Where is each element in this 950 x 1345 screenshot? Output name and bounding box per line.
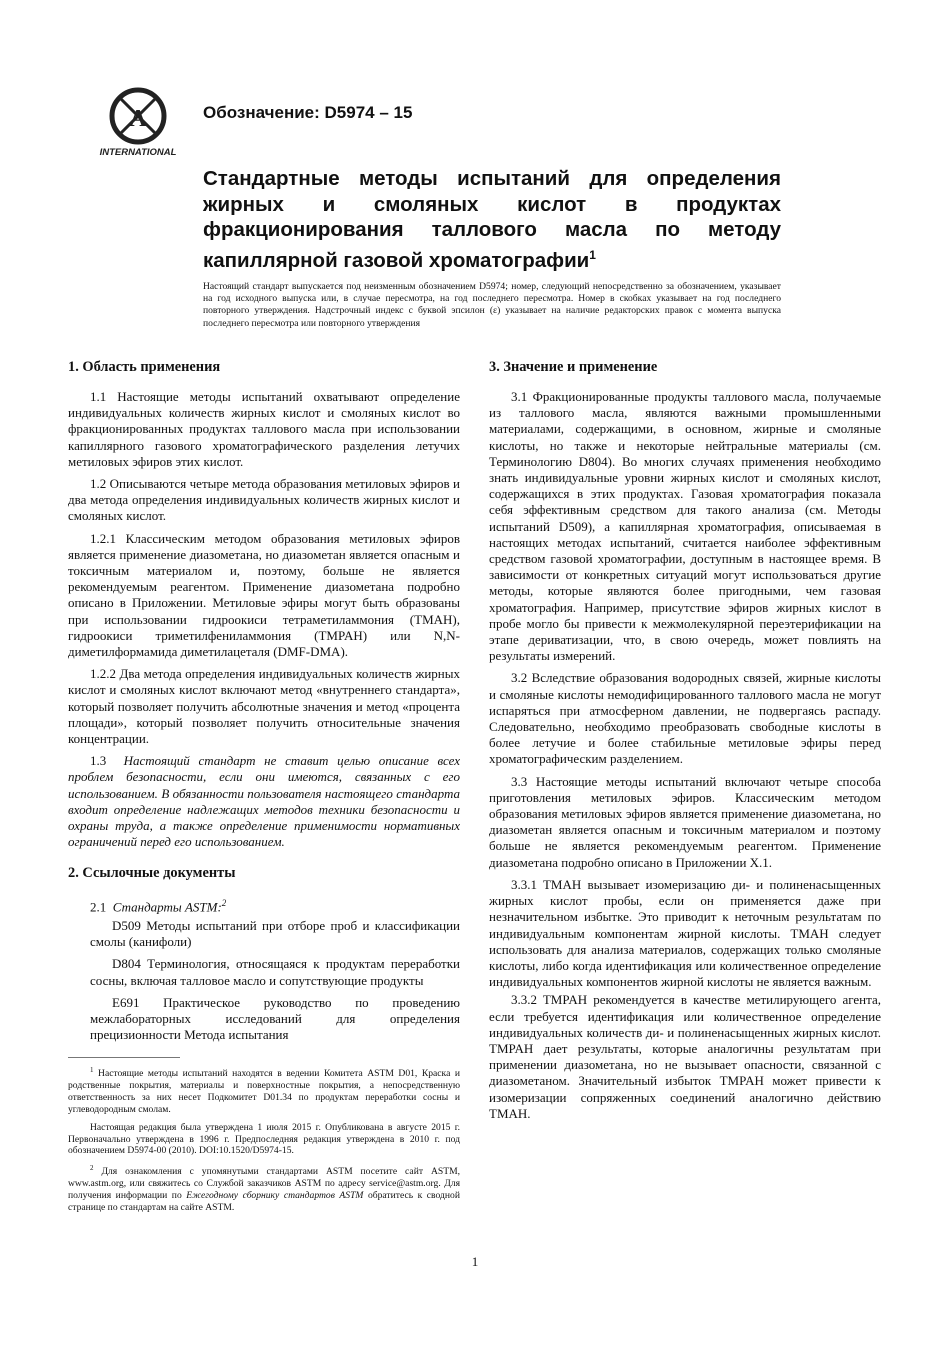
ref-e691 <box>68 995 460 1044</box>
para-1-2-2: 1.2.2 Два метода определения индивидуальных количеств жирных кислот и смоляных кислот включают метод «внутреннего стандарта», который позволяет получить абсолютные значения и метод «процента площади», который позволяет получить относительные значения концентрации. <box>68 666 460 747</box>
title-footnote-mark: 1 <box>589 247 596 262</box>
preamble: Настоящий стандарт выпускается под неизменным обозначением D5974; номер, следующий непосредственно за обозначением, указывает на год исходного выпуска или, в случае пересмотра, на год последнего пересмотра. Номер в скобках указывает на год последнего повторного утверждения. Надстрочный индекс с буквой эпсилон (ε) указывает на наличие редакторских правок с момента выпуска последнего пересмотра или повторного утверждения <box>203 281 781 329</box>
para-3-1: 3.1 Фракционированные продукты таллового масла, получаемые из таллового масла, являются важными промышленными материалами, содержащими, в основном, жирные и смоляные кислоты, но также и некоторые нейтральные материалы (см. Терминологию D804). Во многих случаях применения необходимо знать индивидуальные уровни жирных кислот и смоляных кислот, содержащихся в этих продуктах. Газовая хроматография показала себя эффективным средством для такого анализа (см. Методы испытаний D509), а капиллярная хроматография, описываемая в настоящих методах испытаний, считается наиболее эффективным средством газовой хроматографии, доступным в настоящее время. В зависимости от конкретных ситуаций могут использоваться другие методы, которые являются более пригодными, чем газовая хроматография. Например, присутствие эфиров жирных кислот в пробе могло бы привести к межмолекулярной переэтерификации на этапе дериватизации, что, в свою очередь, может повлиять на результаты измерений. <box>489 389 881 664</box>
para-2-1-text: Стандарты ASTM: <box>112 899 222 915</box>
logo-caption: INTERNATIONAL <box>99 147 177 158</box>
footnote-1-mark: 1 <box>90 1066 94 1075</box>
ref-d804-code: D804 <box>112 956 141 972</box>
document-title <box>203 166 781 273</box>
title-text: Стандартные методы испытаний для определения жирных и смоляных кислот в продуктах фракционирования таллового масла по методу капиллярной газовой хроматографии <box>203 167 781 272</box>
para-2-1 <box>68 895 460 916</box>
section-2-title: 2. Ссылочные документы <box>68 865 236 882</box>
section-1-title: 1. Область применения <box>68 359 221 375</box>
para-3-3-2: 3.3.2 TMPAH рекомендуется в качестве метилирующего агента, если требуется идентификация или количественное определение индивидуальных количеств ди- и полиненасыщенных жирных кислот. TMPAH дает результаты, которые аналогичны результатам при применении диазометана, но не вызывает опасности, связанной с диазометаном. Значительный избыток TMPAH может привести к изомеризации сопряженных соединений аналогично действию TMAH. <box>489 992 881 1121</box>
ref-e691-code: E691 <box>112 994 140 1010</box>
para-2-1-num: 2.1 <box>90 899 107 915</box>
designation: Обозначение: D5974 – 15 <box>203 103 413 122</box>
page-number: 1 <box>471 1254 479 1269</box>
para-1-2-1: 1.2.1 Классическим методом образования метиловых эфиров является применение диазометана, но диазометан является опасным и токсичным материалом и, поэтому, больше не является рекомендуемым реагентом. Применение диазометана подробно описано в Приложении. Метиловые эфиры могут быть образованы при использовании гидроокиси тетраметиламмония (TMAH), гидроокиси триметилфениламмония (TMPAH) или N,N-диметилформамида диметилацеталя (DMF-DMA). <box>68 530 460 660</box>
footnote-2 <box>68 1163 460 1213</box>
ref-d804 <box>68 956 460 988</box>
para-3-2: 3.2 Вследствие образования водородных связей, жирные кислоты и смоляные кислоты немодифицированного таллового масла не могут испаряться при атмосферном давлении, не подвергаясь распаду. Следовательно, необходимо преобразовать свободные кислоты в более летучие и более стабильные метиловые эфиры перед хроматографическим разделением. <box>489 670 881 767</box>
ref-e691-text: Практическое руководство по проведению межлабораторных исследований для определения прецизионности Метода испытания <box>90 994 460 1043</box>
astm-logo <box>96 86 180 158</box>
ref-d509-text: Методы испытаний при отборе проб и классификации смолы (канифоли) <box>90 918 460 950</box>
para-1-3 <box>68 753 460 850</box>
para-1-1: 1.1 Настоящие методы испытаний охватывают определение индивидуальных количеств жирных кислот и смоляных кислот во фракционированных продуктах таллового масла при использовании капиллярного газового хроматографического разделения летучих метиловых эфиров этих кислот. <box>68 389 460 469</box>
ref-d509 <box>68 918 460 950</box>
footnote-1b: Настоящая редакция была утверждена 1 июля 2015 г. Опубликована в августе 2015 г. Первоначально утверждена в 1996 г. Предпоследняя редакция утверждена в 2010 г. под обозначением D5974-00 (2010). DOI:10.1520/D5974-15. <box>68 1121 460 1157</box>
para-2-1-mark: 2 <box>221 898 227 909</box>
left-column <box>68 358 460 1220</box>
footnote-2-mark: 2 <box>90 1164 94 1173</box>
section-3-title: 3. Значение и применение <box>489 359 658 375</box>
para-1-2: 1.2 Описываются четыре метода образования метиловых эфиров и два метода определения индивидуальных количеств жирных кислот и смоляных кислот. <box>68 476 460 524</box>
right-column <box>489 358 881 1128</box>
para-3-3: 3.3 Настоящие методы испытаний включают четыре способа приготовления метиловых эфиров. Классическим методом образования метиловых эфиров является применение диазометана, но диазометан является опасным и токсичным материалом и поэтому больше не является рекомендуемым реагентом. Применение диазометана подробно описано в Приложении X.1. <box>489 773 881 870</box>
para-1-3-text: Настоящий стандарт не ставит целью описание всех проблем безопасности, если они имеются, связанных с его использованием. В обязанности пользователя настоящего стандарта входит определение надлежащих методов техники безопасности и охраны труда, а также определение применимости нормативных ограничений перед его использованием. <box>68 753 460 850</box>
ref-d509-code: D509 <box>112 918 141 934</box>
footnote-2-text-b: обратитесь к сводной странице по стандартам на сайте ASTM. <box>68 1189 460 1213</box>
footnote-rule <box>68 1057 180 1058</box>
footnote-1 <box>68 1065 460 1115</box>
svg-text:A: A <box>129 106 147 132</box>
footnote-2-text-a: Для ознакомления с упомянутыми стандартами ASTM посетите сайт ASTM, www.astm.org, или свяжитесь со Службой заказчиков ASTM по адресу service@astm.org. Для получения информации по <box>68 1166 460 1201</box>
para-3-3-1: 3.3.1 TMAH вызывает изомеризацию ди- и полиненасыщенных жирных кислот пробы, если он применяется даже при незначительном избытке. Это приводит к неточным результатам по индивидуальным компонентам жирной кислоты. TMAH следует использовать для анализа материалов, содержащих только смоляные кислоты, либо когда идентификация или количественное определение индивидуальных компонентов жирной кислоты не является важным. <box>489 876 881 990</box>
footnote-1-text: Настоящие методы испытаний находятся в ведении Комитета ASTM D01, Краска и родственные покрытия, материалы и поверхностные покрытия, а непосредственную ответственность за них несет Подкомитет D01.34 по продуктам переработки сосны и углеводородным смолам. <box>68 1068 460 1116</box>
ref-d804-text: Терминология, относящаяся к продуктам переработки сосны, включая талловое масло и сопутствующие продукты <box>90 956 460 988</box>
footnote-2-italic: Ежегодному сборнику стандартов ASTM <box>186 1189 364 1201</box>
para-1-3-num: 1.3 <box>90 753 107 769</box>
